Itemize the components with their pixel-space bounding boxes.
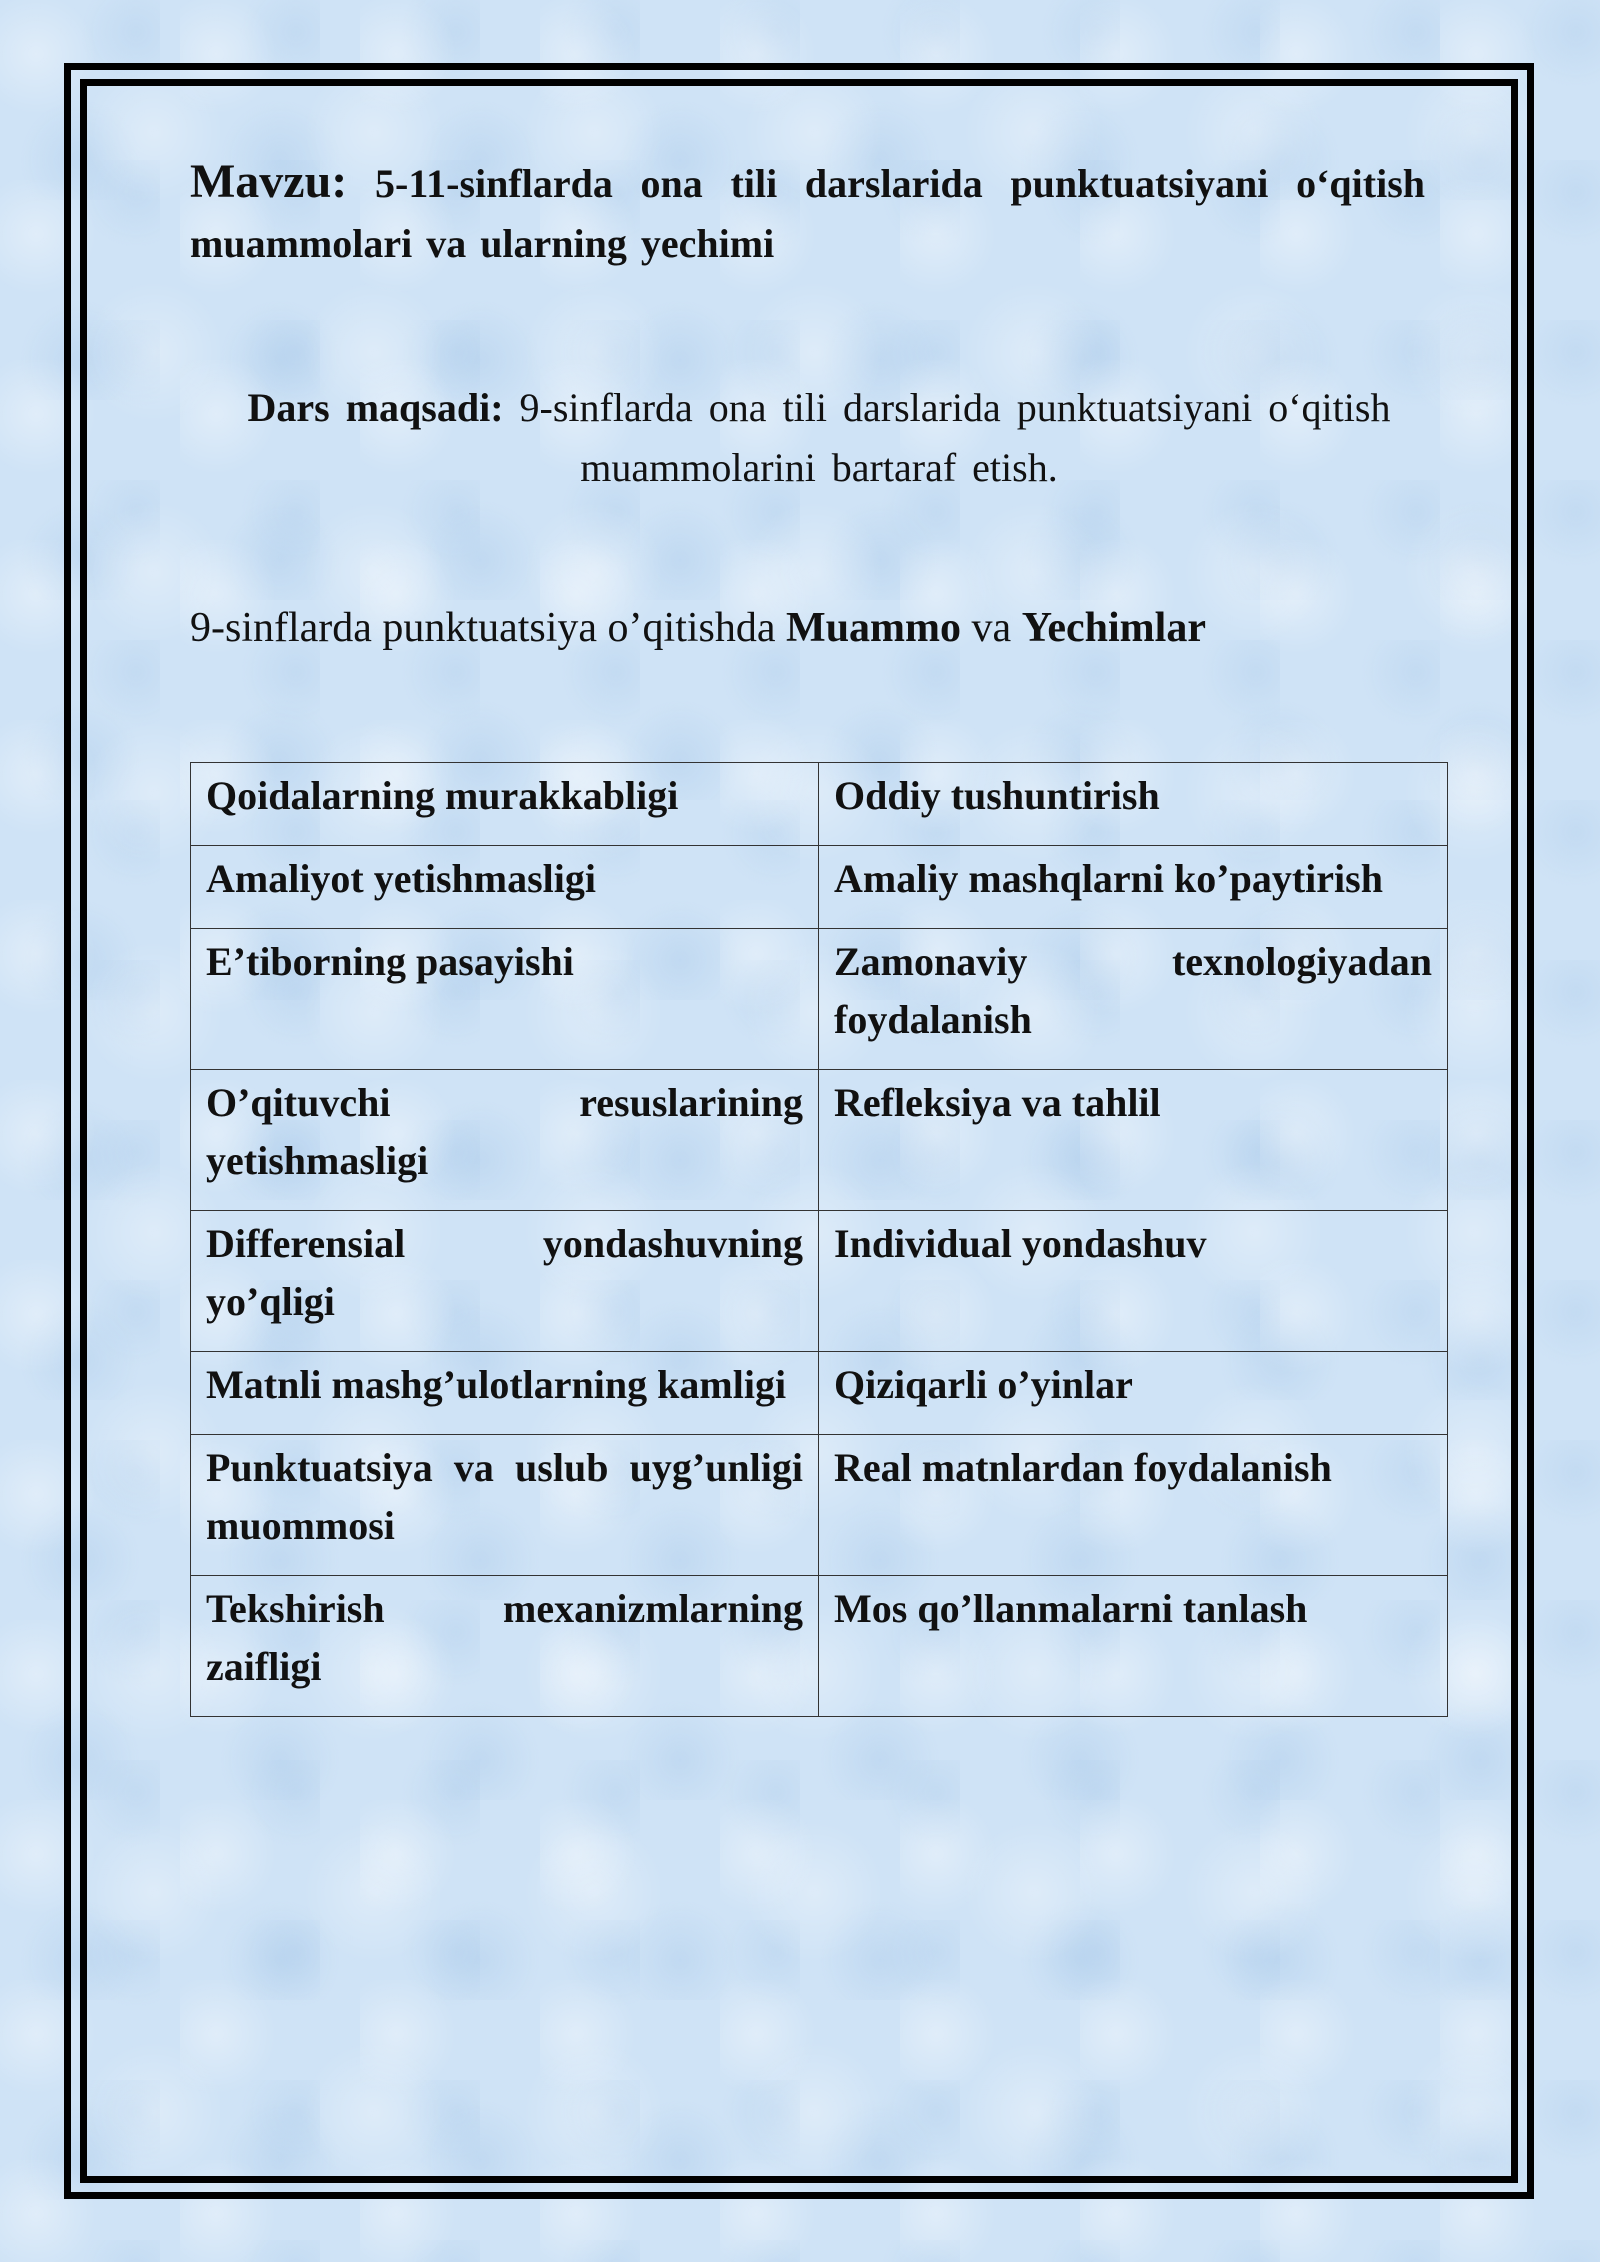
- purpose-label: Dars maqsadi:: [247, 385, 504, 430]
- problem-cell: Punktuatsiya va uslub uyg’unligi muommosi: [191, 1435, 819, 1576]
- table-row: [191, 763, 1448, 846]
- table-row: [191, 929, 1448, 1070]
- lesson-purpose: [190, 378, 1448, 498]
- purpose-text: 9-sinflarda ona tili darslarida punktuatsiyani o‘qitish muammolarini bartaraf etish.: [519, 385, 1391, 490]
- problem-cell: Matnli mashg’ulotlarning kamligi: [191, 1352, 819, 1435]
- problem-cell: Amaliyot yetishmasligi: [191, 846, 819, 929]
- caption-connector: va: [961, 605, 1022, 651]
- table-row: [191, 846, 1448, 929]
- table-row: [191, 1070, 1448, 1211]
- solution-cell: Real matnlardan foydalanish: [819, 1435, 1448, 1576]
- solution-cell: Refleksiya va tahlil: [819, 1070, 1448, 1211]
- table-caption: [190, 598, 1450, 658]
- solution-cell: Mos qo’llanmalarni tanlash: [819, 1576, 1448, 1717]
- problem-cell: O’qituvchi resuslarining yetishmasligi: [191, 1070, 819, 1211]
- title-label: Mavzu:: [190, 155, 348, 208]
- solution-cell: Zamonaviy texnologiyadan foydalanish: [819, 929, 1448, 1070]
- solution-cell: Individual yondashuv: [819, 1211, 1448, 1352]
- problem-cell: Tekshirish mexanizmlarning zaifligi: [191, 1576, 819, 1717]
- solution-cell: Qiziqarli o’yinlar: [819, 1352, 1448, 1435]
- problem-cell: E’tiborning pasayishi: [191, 929, 819, 1070]
- solution-cell: Oddiy tushuntirish: [819, 763, 1448, 846]
- caption-problem-word: Muammo: [786, 605, 962, 651]
- title-text: 5-11-sinflarda ona tili darslarida punktuatsiyani o‘qitish muammolari va ularning yechimi: [190, 161, 1426, 266]
- caption-prefix: 9-sinflarda punktuatsiya o’qitishda: [190, 605, 787, 651]
- caption-solution-word: Yechimlar: [1021, 605, 1206, 651]
- table-row: [191, 1576, 1448, 1717]
- problem-cell: Qoidalarning murakkabligi: [191, 763, 819, 846]
- table-row: [191, 1211, 1448, 1352]
- problem-cell: Differensial yondashuvning yo’qligi: [191, 1211, 819, 1352]
- page-title: [190, 152, 1425, 274]
- table-row: [191, 1352, 1448, 1435]
- solution-cell: Amaliy mashqlarni ko’paytirish: [819, 846, 1448, 929]
- problems-solutions-table: [190, 762, 1448, 1717]
- table-row: [191, 1435, 1448, 1576]
